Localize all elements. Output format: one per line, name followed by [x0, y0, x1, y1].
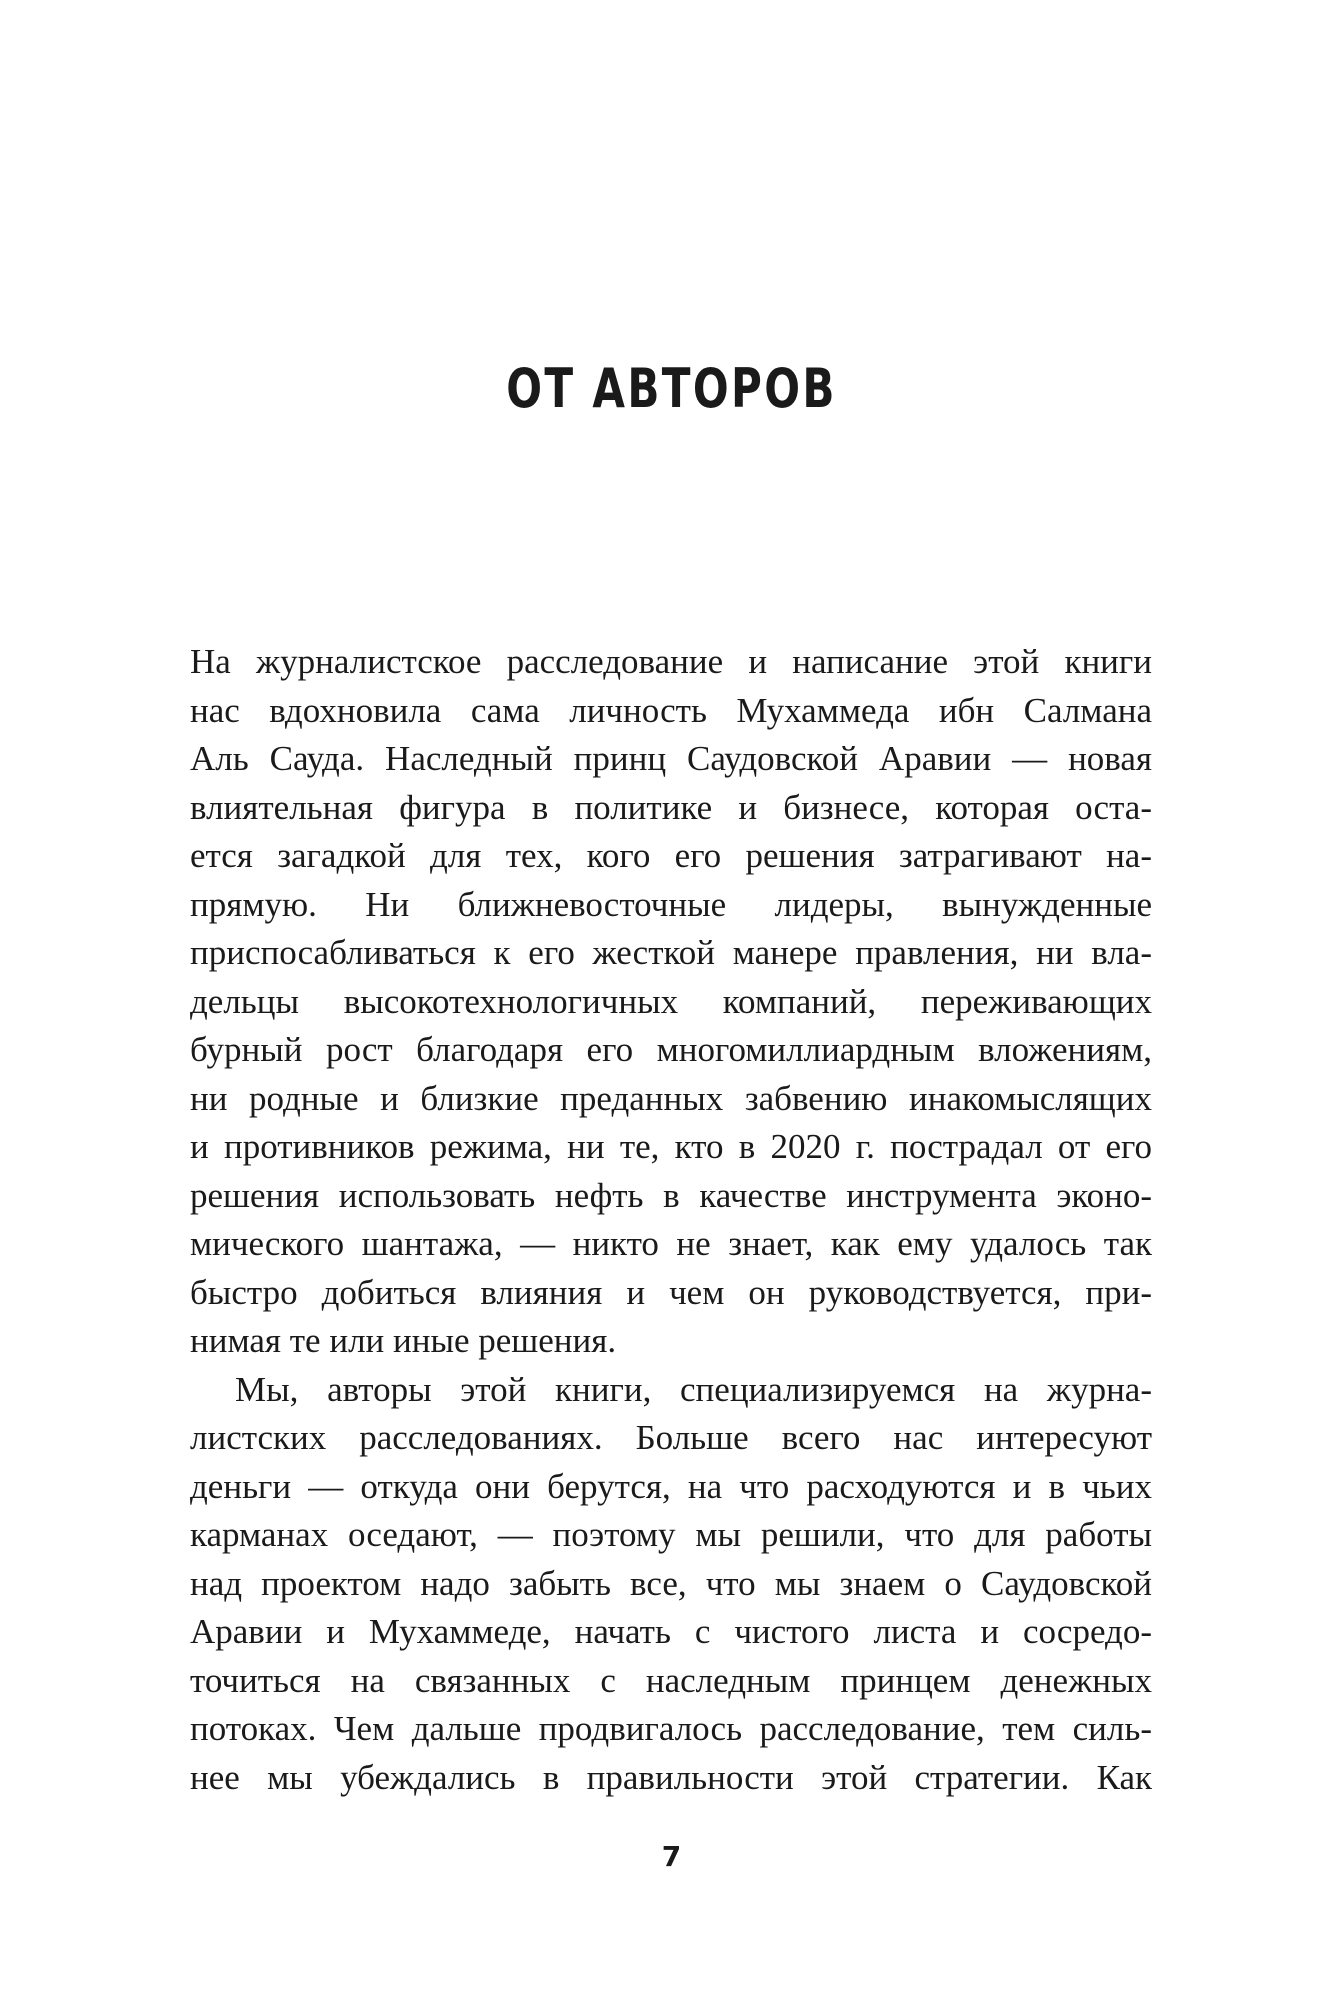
text-line: На журналистское расследование и написание этой книги: [190, 642, 1152, 681]
text-line: нимая те или иные решения.: [190, 1321, 617, 1360]
text-line: Аравии и Мухаммеде, начать с чистого листа и сосредо-: [190, 1612, 1152, 1651]
text-line: Мы, авторы этой книги, специализируемся на журна-: [235, 1369, 1152, 1409]
text-line: бурный рост благодаря его многомиллиардным вложениям,: [190, 1030, 1152, 1069]
chapter-title: ОТ АВТОРОВ: [506, 357, 837, 420]
text-line: и противников режима, ни те, кто в 2020 г. пострадал от его: [190, 1127, 1152, 1166]
paragraph-1: [190, 638, 1152, 1366]
text-line: над проектом надо забыть все, что мы знаем о Саудовской: [190, 1563, 1152, 1603]
text-line: прямую. Ни ближневосточные лидеры, вынужденные: [190, 884, 1152, 924]
text-line: ни родные и близкие преданных забвению инакомыслящих: [190, 1078, 1152, 1118]
text-line: листских расследованиях. Больше всего нас интересуют: [190, 1418, 1152, 1457]
text-line: карманах оседают, — поэтому мы решили, что для работы: [190, 1515, 1152, 1554]
text-line: влиятельная фигура в политике и бизнесе, которая оста-: [190, 787, 1152, 827]
text-line: деньги — откуда они берутся, на что расходуются и в чьих: [190, 1466, 1152, 1506]
text-line: приспосабливаться к его жесткой манере правления, ни вла-: [190, 933, 1152, 972]
text-line: Аль Сауда. Наследный принц Саудовской Аравии — новая: [190, 739, 1152, 778]
body-text: [190, 638, 1152, 1802]
text-line: нас вдохновила сама личность Мухаммеда ибн Салмана: [190, 690, 1152, 730]
text-line: мического шантажа, — никто не знает, как ему удалось так: [190, 1224, 1152, 1263]
page-number: 7: [661, 1840, 682, 1873]
text-line: решения использовать нефть в качестве инструмента эконо-: [190, 1175, 1152, 1215]
text-line: ется загадкой для тех, кого его решения затрагивают на-: [190, 836, 1152, 875]
text-line: дельцы высокотехнологичных компаний, переживающих: [190, 981, 1152, 1021]
text-line: точиться на связанных с наследным принцем денежных: [190, 1660, 1152, 1700]
text-line: потоках. Чем дальше продвигалось расследование, тем силь-: [190, 1709, 1152, 1748]
text-line: нее мы убеждались в правильности этой стратегии. Как: [190, 1757, 1152, 1797]
text-line: быстро добиться влияния и чем он руководствуется, при-: [190, 1272, 1152, 1312]
paragraph-2: [190, 1366, 1152, 1803]
